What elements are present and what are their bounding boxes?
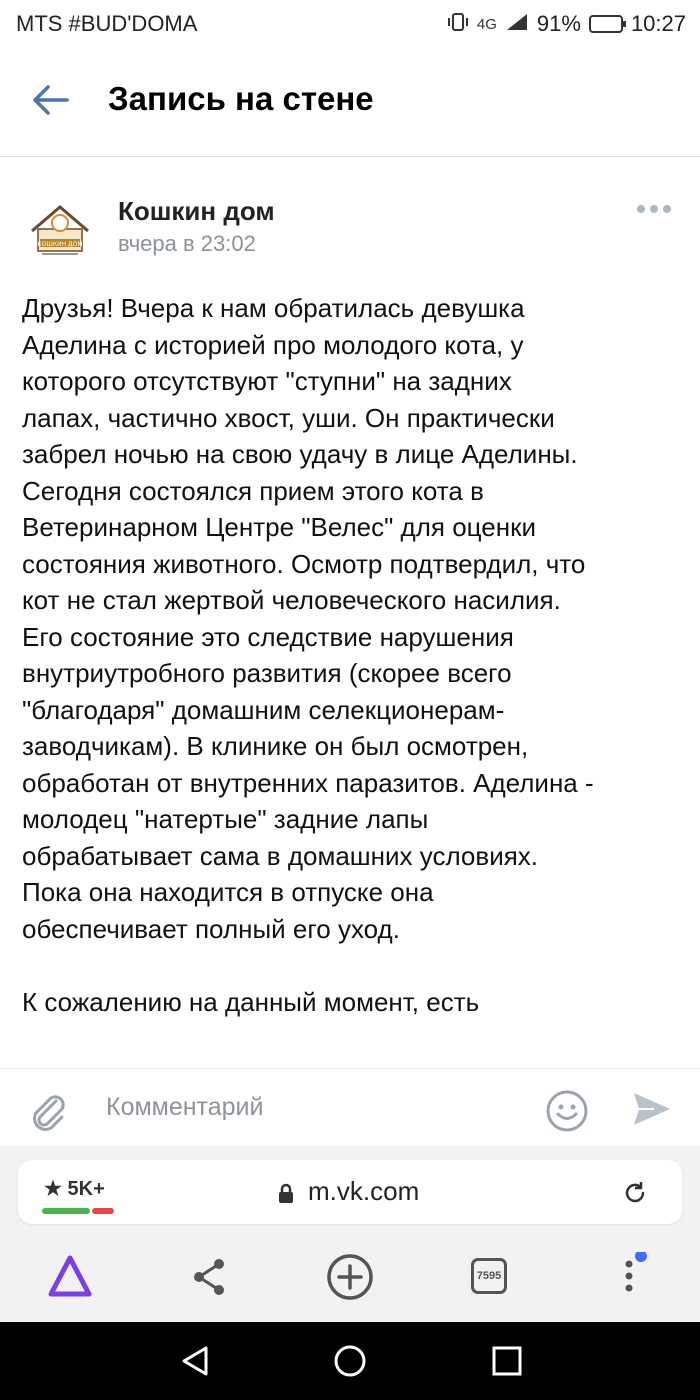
status-bar (0, 0, 700, 48)
comment-bar (0, 1068, 700, 1147)
notification-badge (635, 1252, 647, 1262)
vibrate-icon (447, 12, 469, 36)
star-icon: ★ (44, 1178, 62, 1200)
reload-icon[interactable] (622, 1180, 648, 1206)
back-arrow-icon[interactable] (30, 84, 70, 116)
post-text: Друзья! Вчера к нам обратилась девушка Аделина с историей про молодого кота, у которого отсутствуют "ступни" на задних лапах, частично хвост, уши. Он практически забрел ночью на свою удачу в лице Аделины. Сегодня состоялся прием этого кота в Ветеринарном Центре "Велес" для оценки состояния животного. Осмотр подтвердил, что кот не стал жертвой человеческого насилия. Его состояние это следствие нарушения внутриутробного развития (скорее всего "благодаря" домашним селекционерам- заводчикам). В клинике он был осмотрен, обработан от внутренних паразитов. Аделина - молодец "натертые" задние лапы обрабатывает сама в домашних условиях. Пока она находится в отпуске она обеспечивает полный его уход. К сожалению на данный момент, есть (22, 293, 594, 1017)
site-rating[interactable] (44, 1176, 105, 1201)
emoji-icon[interactable] (545, 1089, 589, 1133)
alice-icon[interactable] (45, 1252, 95, 1302)
rating-value: 5K+ (67, 1178, 105, 1200)
comment-input[interactable]: Комментарий (106, 1093, 264, 1121)
tabs-counter[interactable]: 7595 (471, 1258, 507, 1294)
lock-icon (276, 1182, 296, 1204)
new-tab-icon[interactable] (325, 1252, 375, 1302)
carrier-label: MTS #BUD'DOMA (16, 11, 198, 36)
post-header (0, 157, 700, 277)
battery-icon (589, 15, 623, 33)
post-time: вчера в 23:02 (118, 231, 256, 256)
signal-icon (505, 12, 529, 36)
attach-icon[interactable] (26, 1089, 70, 1133)
nav-home-icon[interactable] (333, 1344, 367, 1383)
clock: 10:27 (630, 11, 686, 36)
avatar-logo-text: КОШКИН ДОМ (37, 241, 83, 248)
page-title: Запись на стене (108, 80, 374, 117)
url-text[interactable]: m.vk.com (308, 1176, 420, 1206)
rating-bar-negative (92, 1208, 114, 1214)
address-bar[interactable] (18, 1160, 682, 1224)
battery-percent: 91% (536, 11, 581, 36)
menu-icon[interactable] (612, 1252, 652, 1296)
nav-recents-icon[interactable] (490, 1344, 524, 1383)
more-icon[interactable] (636, 201, 672, 211)
nav-back-icon[interactable] (178, 1344, 212, 1383)
page-header (0, 48, 700, 157)
group-avatar[interactable] (22, 193, 98, 269)
share-icon[interactable] (185, 1252, 235, 1302)
network-type-label: 4G (476, 15, 497, 33)
rating-bar (42, 1208, 114, 1214)
send-icon[interactable] (630, 1087, 674, 1131)
status-icons (447, 11, 686, 37)
rating-bar-positive (42, 1208, 90, 1214)
group-name[interactable]: Кошкин дом (118, 196, 275, 226)
system-nav-bar (0, 1322, 700, 1400)
